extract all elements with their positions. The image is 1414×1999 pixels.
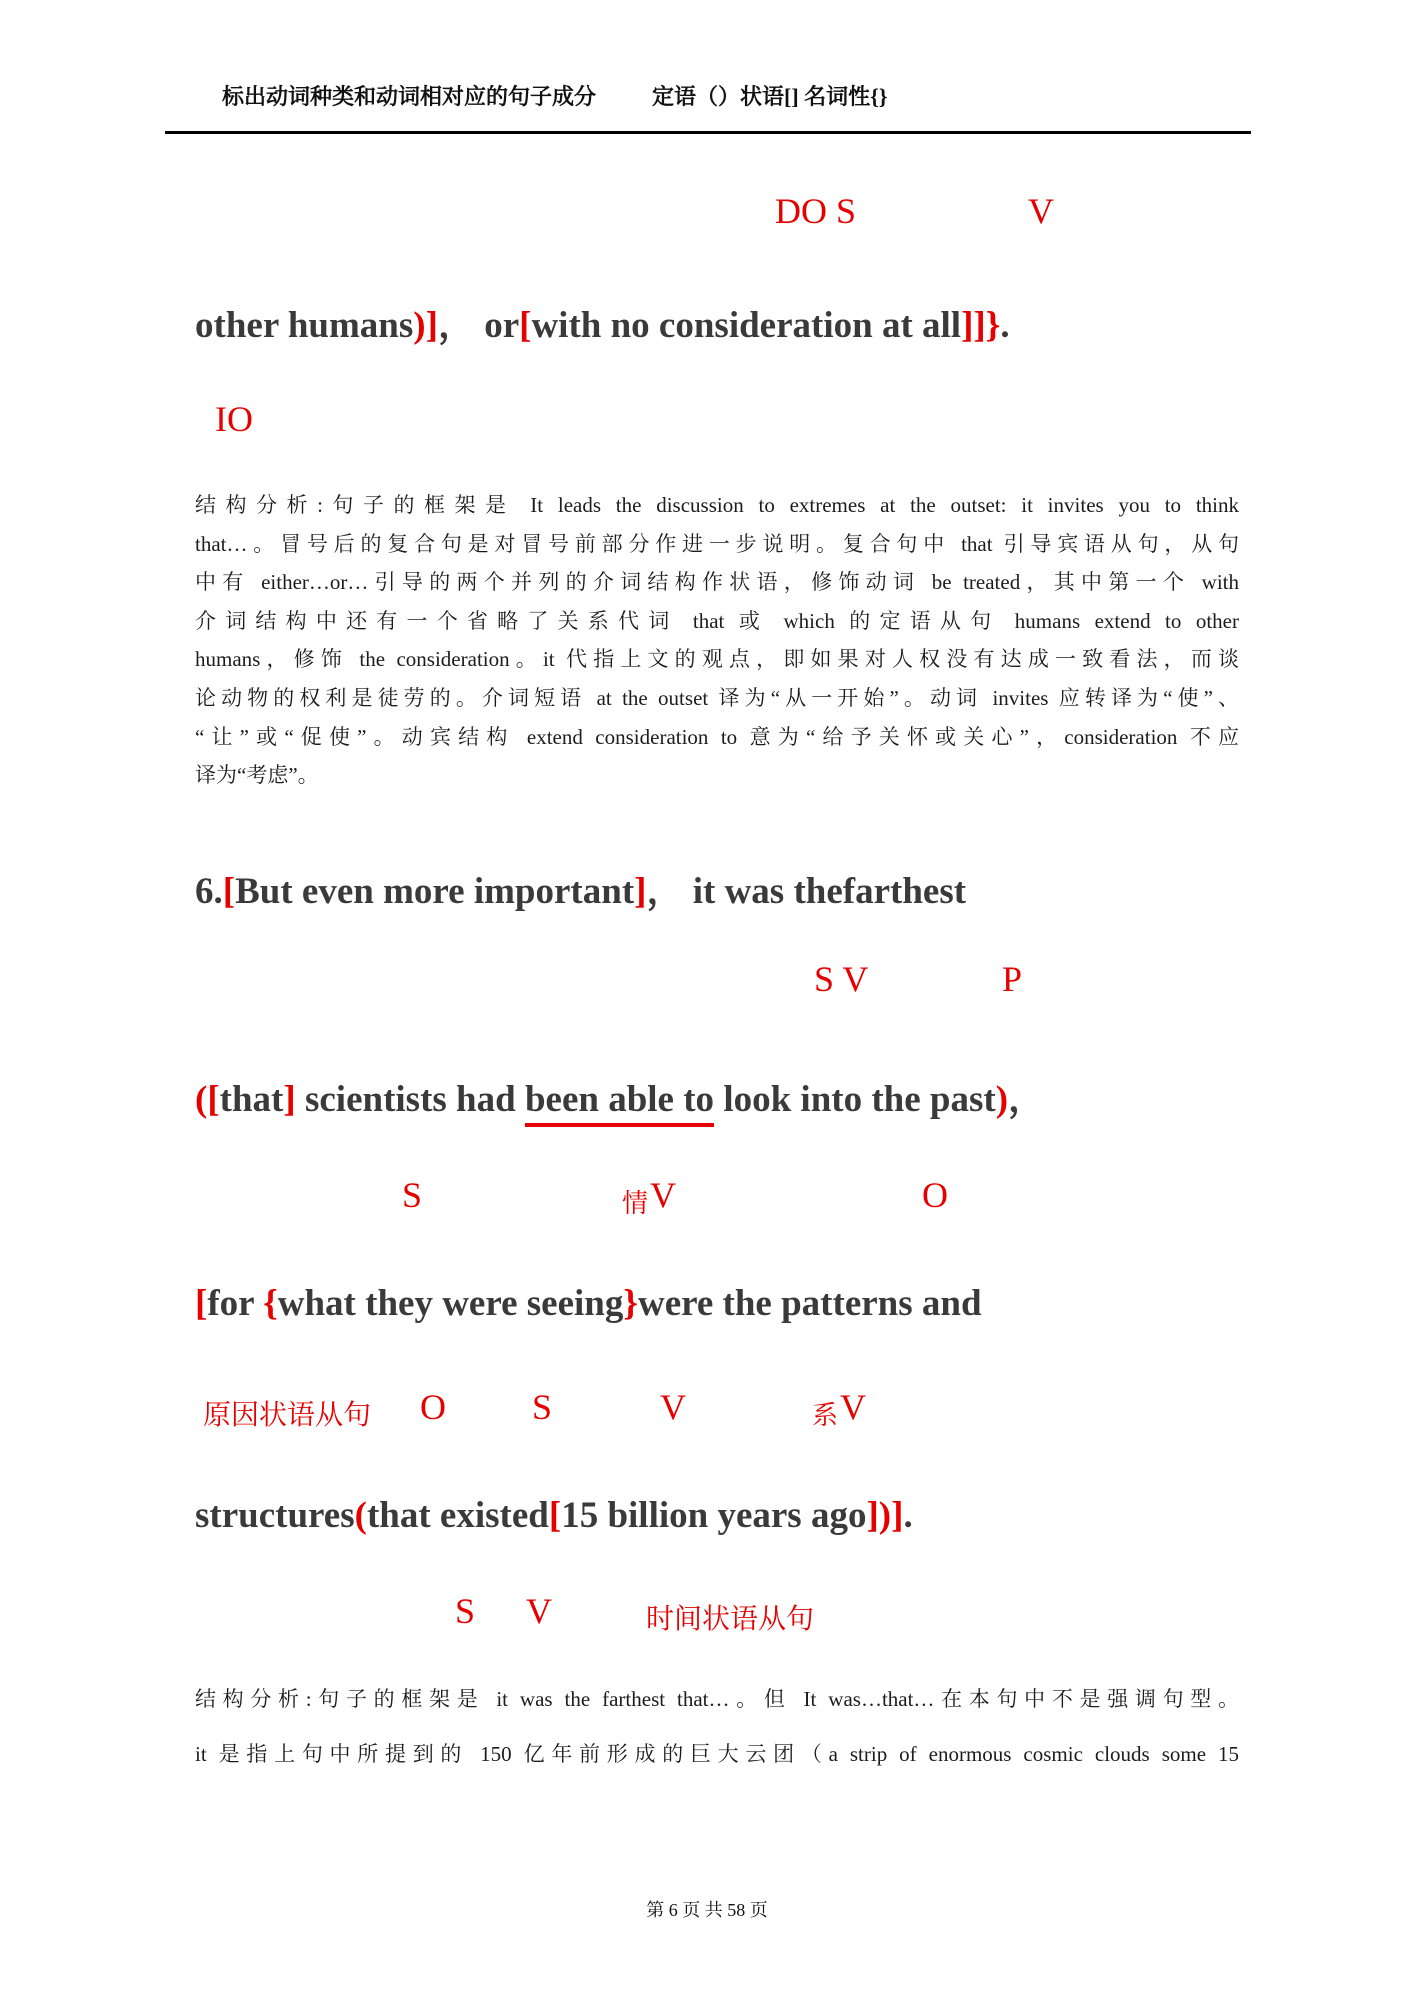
- grammar-role-label: DO S: [775, 191, 857, 231]
- analysis-paragraph-6: [195, 1672, 1239, 1782]
- sentence-text: ，: [1008, 1079, 1046, 1120]
- grammar-role-label: V: [526, 1591, 552, 1631]
- header-right-legend: 定语（）状语[] 名词性{}: [652, 84, 888, 109]
- header-rule: [165, 131, 1251, 134]
- grammar-role-label: 系: [812, 1401, 839, 1430]
- sentence-text: .: [903, 1495, 913, 1536]
- bracket-marker: ): [995, 1079, 1009, 1120]
- grammar-role-label: V: [1028, 191, 1054, 231]
- annotation-s-modal-v-o: [0, 1174, 1414, 1224]
- paragraph-line: 结构分析:句子的框架是 It leads the discussion to extremes at the outset: it invites you to think: [195, 493, 1239, 517]
- bracket-marker: [: [548, 1495, 562, 1536]
- bracket-marker: ]: [283, 1079, 296, 1120]
- bracket-marker: ])]: [866, 1495, 904, 1536]
- sentence-text: ， it was thefarthest: [646, 871, 967, 912]
- paragraph-line: that…。冒号后的复合句是对冒号前部分作进一步说明。复合句中 that 引导宾语从句，从句: [195, 531, 1239, 556]
- sentence-other-humans: [195, 294, 1010, 348]
- sentence-text: look into the past: [714, 1079, 996, 1120]
- bracket-marker: {: [263, 1283, 278, 1324]
- grammar-role-label: S: [455, 1591, 476, 1631]
- bracket-marker: )]: [413, 305, 438, 346]
- paragraph-line: it 是指上句中所提到的 150 亿年前形成的巨大云团（a strip of enormous cosmic clouds some 15: [195, 1742, 1239, 1766]
- sentence-text: or: [484, 305, 520, 346]
- sentence-text: with no consideration at all: [531, 305, 962, 346]
- grammar-role-label: V: [660, 1387, 686, 1427]
- paragraph-line: 译为“考虑”。: [195, 763, 319, 788]
- bracket-marker: [: [519, 305, 532, 346]
- sentence-text: that existed: [366, 1495, 549, 1536]
- sentence-that-scientists: [195, 1068, 1045, 1122]
- sentence-for-what: [195, 1282, 982, 1325]
- bracket-marker: (: [354, 1495, 367, 1536]
- paragraph-line: 论动物的权利是徒劳的。介词短语 at the outset 译为“从一开始”。动词 invites 应转译为“使”、: [195, 685, 1239, 710]
- grammar-role-label: P: [1002, 959, 1023, 999]
- grammar-role-label: 情: [622, 1189, 649, 1218]
- bracket-marker: [: [222, 871, 236, 912]
- sentence-text: other humans: [195, 305, 414, 346]
- paragraph-line: 结构分析:句子的框架是 it was the farthest that…。但 It was…that…在本句中不是强调句型。: [195, 1687, 1239, 1711]
- sentence-text: scientists had: [295, 1079, 525, 1120]
- grammar-role-label: 原因状语从句: [203, 1400, 372, 1431]
- annotation-s-v-p: [0, 958, 1414, 1008]
- bracket-marker: ]]}: [961, 305, 1001, 346]
- grammar-role-label: O: [922, 1175, 948, 1215]
- annotation-s-v-time-clause: [0, 1590, 1414, 1640]
- sentence-structures: [195, 1494, 913, 1537]
- paragraph-line: 中有 either…or…引导的两个并列的介词结构作状语，修饰动词 be treated，其中第一个 with: [195, 570, 1239, 595]
- sentence-text: what they were seeing: [277, 1283, 624, 1324]
- annotation-do-s-v: [0, 190, 1414, 240]
- sentence-6-heading: [195, 860, 966, 914]
- bracket-marker: [: [195, 1283, 208, 1324]
- paragraph-line: humans，修饰 the consideration。it 代指上文的观点，即如果对人权没有达成一致看法，而谈: [195, 647, 1239, 672]
- sentence-text: that: [219, 1079, 284, 1120]
- grammar-role-label: V: [840, 1387, 866, 1427]
- annotation-io: [0, 398, 1414, 448]
- bracket-marker: ([: [195, 1079, 220, 1120]
- grammar-role-label: IO: [215, 399, 253, 439]
- sentence-text: were the patterns and: [637, 1283, 982, 1324]
- page-number: 第 6 页 共 58 页: [646, 1900, 768, 1920]
- sentence-text: But even more important: [235, 871, 635, 912]
- grammar-role-label: V: [650, 1175, 676, 1215]
- paragraph-line: “让”或“促使”。动宾结构 extend consideration to 意为“给予关怀或关心”，consideration 不应: [195, 724, 1239, 749]
- sentence-text: ，: [437, 305, 485, 346]
- paragraph-line: 介词结构中还有一个省略了关系代词 that 或 which 的定语从句 humans extend to other: [195, 608, 1239, 633]
- sentence-text: 15 billion years ago: [561, 1495, 867, 1536]
- analysis-paragraph-5: [195, 486, 1239, 795]
- sentence-text: 6.: [195, 871, 223, 912]
- bracket-marker: }: [623, 1283, 638, 1324]
- grammar-role-label: S: [402, 1175, 423, 1215]
- grammar-role-label: 时间状语从句: [646, 1604, 815, 1635]
- sentence-text: .: [1000, 305, 1010, 346]
- grammar-role-label: S V: [814, 959, 869, 999]
- sentence-text: structures: [195, 1495, 355, 1536]
- grammar-role-label: S: [532, 1387, 553, 1427]
- annotation-cause-adverbial-clause: [0, 1386, 1414, 1436]
- sentence-text: for: [207, 1283, 264, 1324]
- bracket-marker: ]: [634, 871, 647, 912]
- grammar-role-label: O: [420, 1387, 446, 1427]
- sentence-text: been able to: [525, 1079, 714, 1127]
- header-left-title: 标出动词种类和动词相对应的句子成分: [222, 84, 597, 109]
